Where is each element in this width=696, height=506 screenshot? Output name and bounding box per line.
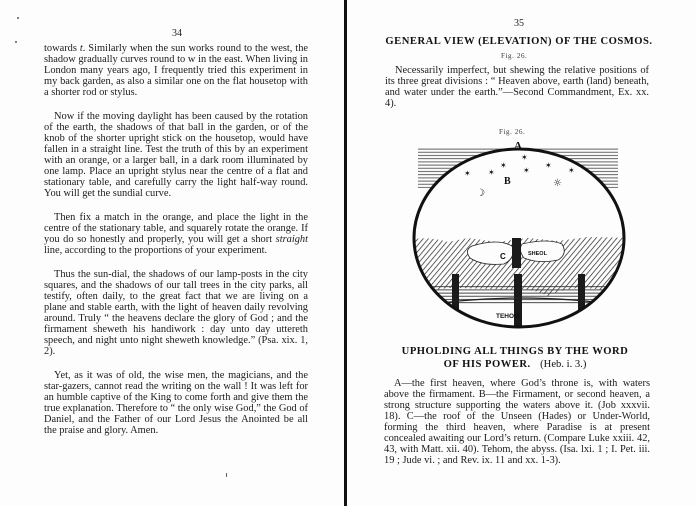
svg-text:✶: ✶ <box>464 169 471 178</box>
svg-text:✶: ✶ <box>568 166 575 175</box>
figure-label: Fig. 26. <box>499 128 526 136</box>
subheading <box>383 345 647 371</box>
right-page <box>347 0 696 506</box>
cosmos-diagram <box>408 138 638 338</box>
label-b: B <box>504 176 511 187</box>
figure-label-top: Fig. 26. <box>501 52 528 60</box>
crescent-moon-icon: ☽ <box>476 188 485 199</box>
label-a: A <box>514 140 522 152</box>
figure-intro <box>385 65 649 109</box>
svg-text:✶: ✶ <box>488 168 495 177</box>
paper-speck <box>226 473 227 477</box>
figure-legend <box>384 378 650 466</box>
paragraph-4: Thus the sun-dial, the shadows of our lamp-posts in the city squares, and the shadows of our tall trees in the city parks, all testify, often daily, to the great fact that we are living on a plane and stable earth, with the light of heaven daily revolving around. Truly “ the heavens declare the glory of God ; and the firmament sheweth his handiwork : day unto day uttereth speech, and night unto night sheweth knowledge.” (Psa. xix. 1, 2). <box>44 269 308 357</box>
paragraph-1 <box>44 43 308 98</box>
figure-intro-text: Necessarily imperfect, but shewing the relative positions of its three great divisions : “ Heaven above, earth (land) beneath, and water under the earth.”—Second Commandment, Ex. xx. 4). <box>385 65 649 109</box>
svg-text:✶: ✶ <box>521 153 528 162</box>
left-page-body <box>44 43 308 436</box>
label-sheol: SHEOL <box>528 251 547 257</box>
paragraph-1-rest: . Similarly when the sun works round to the west, the shadow gradually curves round to w in the east. When living in London many years ago, I frequently tried this experiment in my back garden, as also a similar one on the flat housetop with a shorter rod or stylus. <box>44 43 308 98</box>
svg-text:✶: ✶ <box>500 161 507 170</box>
page-number-right: 35 <box>514 18 524 29</box>
page-number-left: 34 <box>172 28 182 39</box>
subheading-line-2 <box>383 358 647 371</box>
pillar-left <box>452 274 459 334</box>
paragraph-1-italic: t <box>79 43 83 54</box>
section-heading: GENERAL VIEW (ELEVATION) OF THE COSMOS. <box>385 36 653 47</box>
paragraph-3 <box>44 212 308 256</box>
subheading-reference: (Heb. i. 3.) <box>540 359 587 370</box>
paragraph-3-lead: Then fix a match in the orange, and place the light in the centre of the stationary table, and squarely rotate the orange. If you do so honestly and properly, you will get a short <box>44 212 308 245</box>
svg-text:✶: ✶ <box>523 166 530 175</box>
paragraph-1-lead: towards <box>44 43 80 54</box>
label-tehom: TEHOM <box>496 313 520 320</box>
label-c: C <box>500 252 506 261</box>
paragraph-2: Now if the moving daylight has been caused by the rotation of the earth, the shadows of that ball in the garden, or of the knob of the shorter upright stick on the housetop, would have fallen in a straight line. Test the truth of this by an experiment with an orange, or a larger ball, in a dark room illuminated by one lamp. Place an upright stylus near the centre of a flat and stationary table, and carefully carry the light half-way round. You will get the sundial curve. <box>44 111 308 199</box>
figure-legend-text: A—the first heaven, where God’s throne is, with waters above the firmament. B—the Firmament, or second heaven, a strong structure supporting the waters above it. (Job xxxvii. 18). C—the roof of the Unseen (Hades) or Under-World, forming the third heaven, where Paradise is at present concealed awaiting our Lord’s return. (Compare Luke xxiii. 42, 43, with Matt. xii. 40). Tehom, the abyss. (Isa. lxi. 1 ; I. Pet. iii. 19 ; Jude vi. ; and Rev. ix. 11 and xx. 1-3). <box>384 378 650 466</box>
pillar-right <box>578 274 585 334</box>
subheading-line-1: UPHOLDING ALL THINGS BY THE WORD <box>401 346 629 357</box>
paragraph-3-rest: line, according to the proportions of your experiment. <box>44 245 268 256</box>
paragraph-3-italic: straight <box>275 234 308 245</box>
subheading-line-2-text: OF HIS POWER. <box>443 359 531 370</box>
sun-icon: ☼ <box>553 178 562 189</box>
paper-speck <box>17 17 19 19</box>
paragraph-5: Yet, as it was of old, the wise men, the magicians, and the star-gazers, cannot read the writing on the wall ! It was left for an humble captive of the King to come forth and give them the true explanation. Therefore to “ the only wise God,” the God of Daniel, and the Father of our Lord Jesus the Anointed be all the praise and glory. Amen. <box>44 370 308 436</box>
paper-speck <box>15 41 17 43</box>
left-page <box>0 0 345 506</box>
svg-text:✶: ✶ <box>545 161 552 170</box>
